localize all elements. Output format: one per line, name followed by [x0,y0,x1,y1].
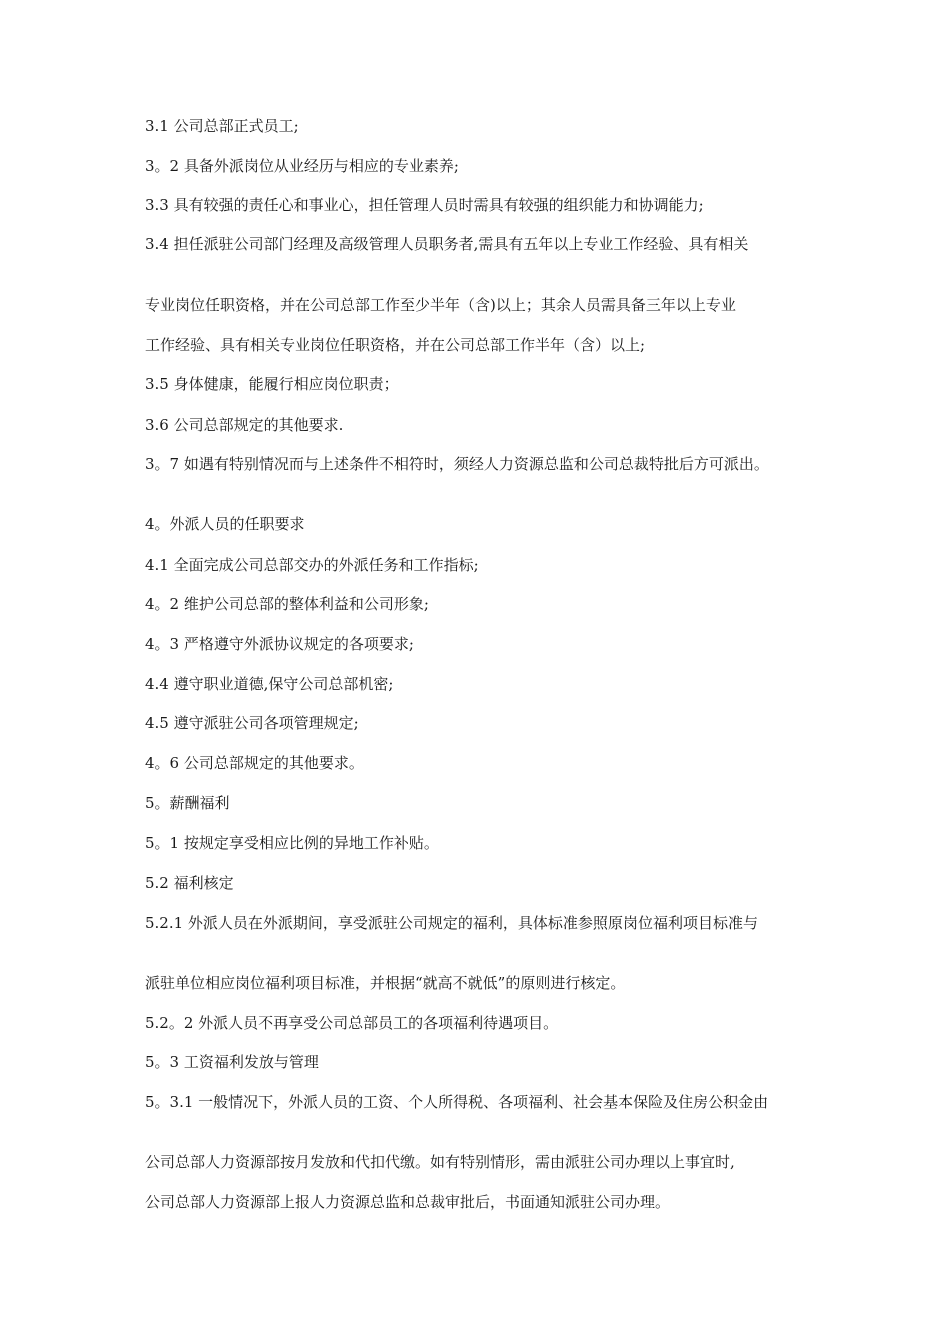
paragraph: 派驻单位相应岗位福利项目标准，并根据“就高不就低”的原则进行核定。 [145,974,626,992]
paragraph: 4.5 遵守派驻公司各项管理规定; [145,714,359,732]
paragraph: 3.1 公司总部正式员工; [145,117,299,135]
paragraph: 5。3.1 一般情况下，外派人员的工资、个人所得税、各项福利、社会基本保险及住房公积金由 [145,1093,769,1111]
paragraph: 4.1 全面完成公司总部交办的外派任务和工作指标; [145,556,479,574]
paragraph: 专业岗位任职资格，并在公司总部工作至少半年（含)以上；其余人员需具备三年以上专业 [145,296,736,314]
paragraph: 4.4 遵守职业道德,保守公司总部机密; [145,675,394,693]
paragraph: 工作经验、具有相关专业岗位任职资格，并在公司总部工作半年（含）以上; [145,336,646,354]
paragraph: 5。1 按规定享受相应比例的异地工作补贴。 [145,834,439,852]
paragraph: 公司总部人力资源部上报人力资源总监和总裁审批后，书面通知派驻公司办理。 [145,1193,671,1211]
paragraph: 3。7 如遇有特别情况而与上述条件不相符时，须经人力资源总监和公司总裁特批后方可派出。 [145,455,769,473]
section-heading: 5。薪酬福利 [145,794,230,812]
paragraph: 4。2 维护公司总部的整体利益和公司形象; [145,595,429,613]
paragraph: 5.2 福利核定 [145,874,234,892]
paragraph: 3.6 公司总部规定的其他要求. [145,416,344,434]
paragraph: 5.2.1 外派人员在外派期间，享受派驻公司规定的福利，具体标准参照原岗位福利项目标准与 [145,914,758,932]
section-heading: 4。外派人员的任职要求 [145,515,305,533]
paragraph: 4。6 公司总部规定的其他要求。 [145,754,364,772]
paragraph: 3.4 担任派驻公司部门经理及高级管理人员职务者,需具有五年以上专业工作经验、具有相关 [145,235,749,253]
paragraph: 3.5 身体健康，能履行相应岗位职责； [145,375,399,393]
paragraph: 5。3 工资福利发放与管理 [145,1053,319,1071]
paragraph: 4。3 严格遵守外派协议规定的各项要求; [145,635,414,653]
paragraph: 5.2。2 外派人员不再享受公司总部员工的各项福利待遇项目。 [145,1014,559,1032]
paragraph: 公司总部人力资源部按月发放和代扣代缴。如有特别情形，需由派驻公司办理以上事宜时, [145,1153,735,1171]
paragraph: 3。2 具备外派岗位从业经历与相应的专业素养; [145,157,459,175]
paragraph: 3.3 具有较强的责任心和事业心，担任管理人员时需具有较强的组织能力和协调能力; [145,196,704,214]
